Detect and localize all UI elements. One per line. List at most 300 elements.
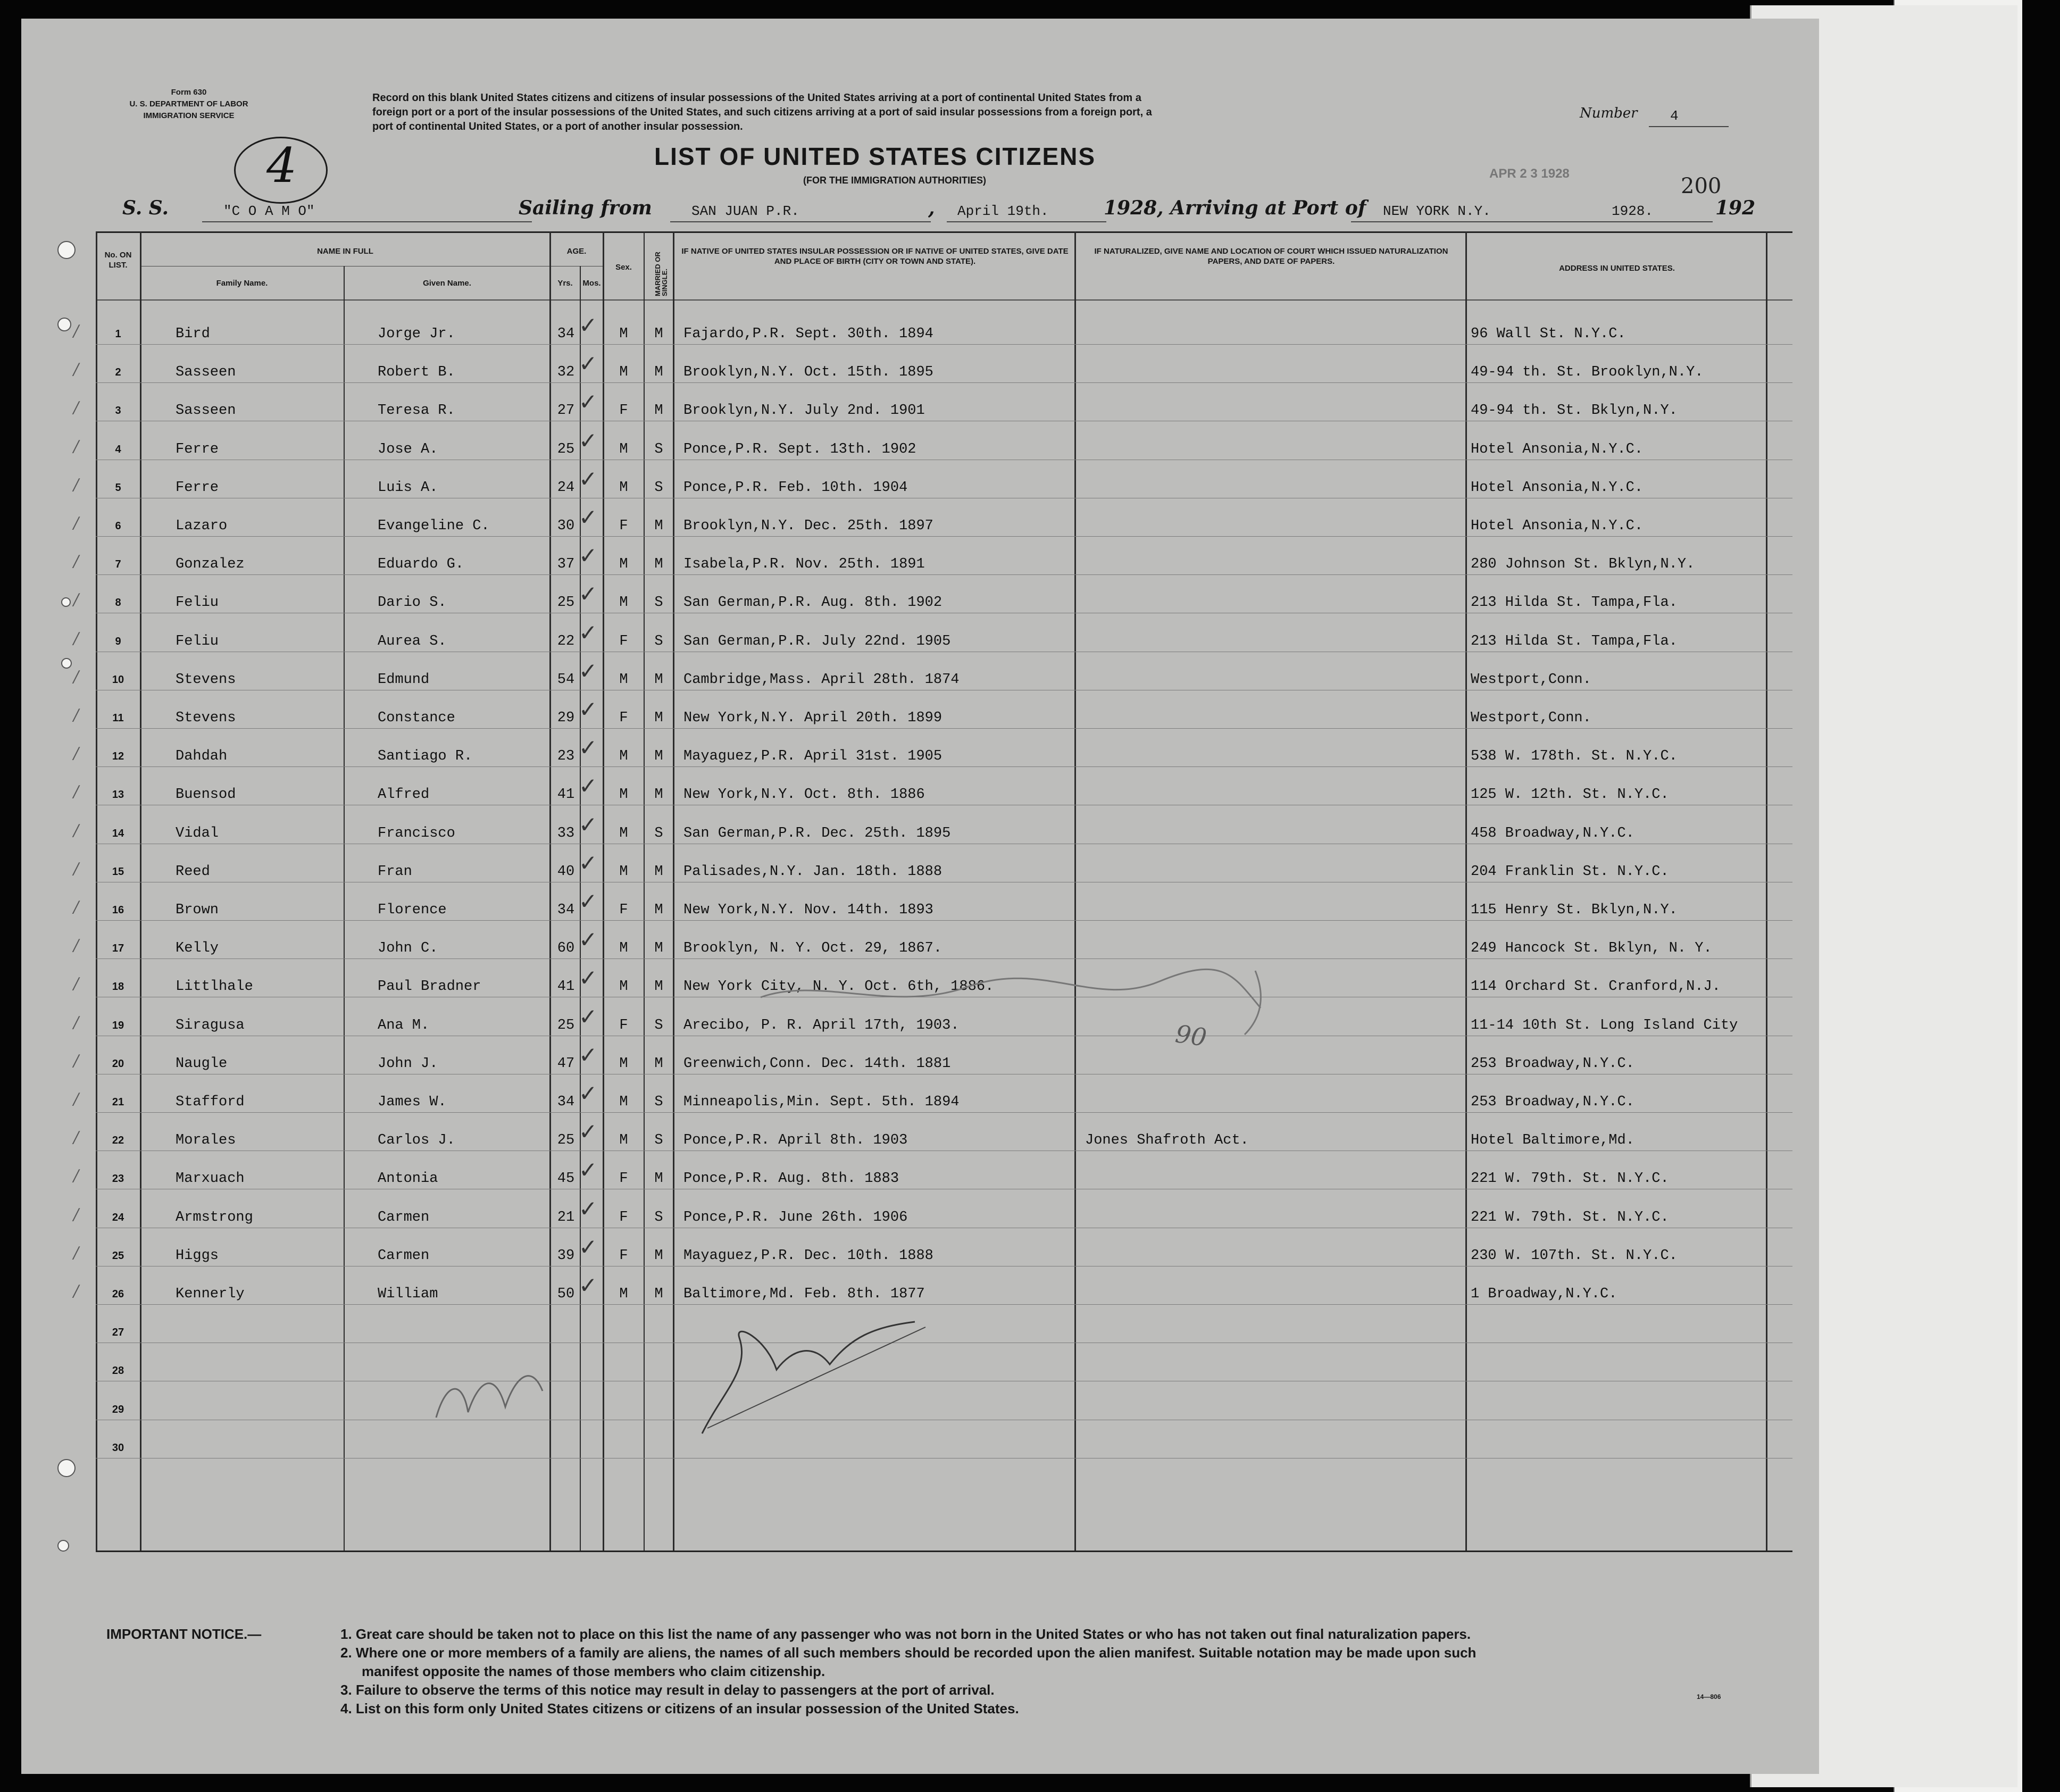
binder-hole — [61, 658, 72, 669]
us-address: 458 Broadway,N.Y.C. — [1471, 825, 1634, 841]
family-name: Morales — [176, 1132, 236, 1149]
age-years: 25 — [557, 595, 575, 611]
margin-tick-icon: / — [73, 1166, 79, 1186]
check-mark-icon: ✓ — [579, 888, 598, 914]
check-mark-icon: ✓ — [579, 849, 598, 876]
age-years: 21 — [557, 1209, 575, 1226]
us-address: 230 W. 107th. St. N.Y.C. — [1471, 1247, 1678, 1264]
check-mark-icon: ✓ — [579, 1041, 598, 1068]
us-address: Hotel Ansonia,N.Y.C. — [1471, 518, 1644, 534]
binder-hole — [57, 318, 71, 331]
birth-info: Mayaguez,P.R. April 31st. 1905 — [683, 748, 943, 765]
handwritten-number: 90 — [1173, 1019, 1209, 1052]
header-age: AGE. — [566, 247, 587, 256]
margin-tick-icon: / — [73, 360, 79, 379]
preamble-line: port of continental United States, or a port of another insular possession. — [372, 121, 743, 132]
marital-status: S — [654, 1017, 663, 1033]
sex: M — [619, 441, 628, 457]
row-number: 2 — [115, 366, 121, 379]
header-address: ADDRESS IN UNITED STATES. — [1559, 264, 1675, 273]
marital-status: M — [654, 518, 663, 534]
age-years: 27 — [557, 403, 575, 419]
age-years: 34 — [557, 902, 575, 918]
check-mark-icon: ✓ — [579, 657, 598, 684]
marital-status: M — [654, 1055, 663, 1072]
birth-info: New York,N.Y. Nov. 14th. 1893 — [683, 902, 933, 918]
check-mark-icon: ✓ — [579, 965, 598, 991]
birth-info: Arecibo, P. R. April 17th, 1903. — [683, 1017, 960, 1033]
us-address: 11-14 10th St. Long Island City — [1471, 1017, 1738, 1033]
header-family-name: Family Name. — [216, 279, 268, 288]
birth-info: Brooklyn,N.Y. Dec. 25th. 1897 — [683, 518, 933, 534]
margin-tick-icon: / — [73, 590, 79, 610]
row-number: 1 — [115, 328, 121, 340]
marital-status: M — [654, 863, 663, 880]
given-name: Constance — [378, 710, 455, 726]
header-naturalized: IF NATURALIZED, GIVE NAME AND LOCATION OF COURT WHICH ISSUED NATURALIZATION PAPERS, AND DATE OF PAPERS. — [1094, 247, 1448, 266]
print-code: 14—806 — [1697, 1693, 1721, 1701]
marital-status: M — [654, 940, 663, 957]
col-rule — [1465, 231, 1467, 1551]
family-name: Vidal — [176, 825, 219, 841]
given-name: Jose A. — [378, 441, 438, 457]
us-address: 249 Hancock St. Bklyn, N. Y. — [1471, 940, 1712, 957]
sailing-from-label: Sailing from — [519, 197, 652, 219]
row-number: 15 — [112, 865, 124, 878]
check-mark-icon: ✓ — [579, 811, 598, 838]
row-number: 12 — [112, 751, 124, 763]
us-address: Westport,Conn. — [1471, 671, 1591, 688]
family-name: Armstrong — [176, 1209, 253, 1226]
row-number: 4 — [115, 443, 121, 455]
sex: F — [619, 1171, 628, 1187]
birth-info: Ponce,P.R. April 8th. 1903 — [683, 1132, 908, 1149]
row-rule — [96, 728, 1792, 729]
given-name: Florence — [378, 902, 447, 918]
age-years: 24 — [557, 479, 575, 496]
row-number: 16 — [112, 904, 124, 916]
form-number: Form 630 — [171, 88, 207, 97]
check-mark-icon: ✓ — [579, 1119, 598, 1145]
header-married-single: MARRIED OR SINGLE. — [654, 252, 669, 296]
row-rule — [96, 536, 1792, 537]
us-address: 213 Hilda St. Tampa,Fla. — [1471, 633, 1678, 649]
circled-number: 4 — [234, 137, 328, 204]
age-years: 54 — [557, 671, 575, 688]
family-name: Naugle — [176, 1055, 228, 1072]
date-stamp: APR 2 3 1928 — [1489, 166, 1570, 181]
birth-info: Brooklyn,N.Y. Oct. 15th. 1895 — [683, 364, 933, 381]
sex: M — [619, 1094, 628, 1110]
family-name: Feliu — [176, 595, 219, 611]
sex: F — [619, 710, 628, 726]
age-years: 25 — [557, 1132, 575, 1149]
sex: M — [619, 825, 628, 841]
family-name: Stevens — [176, 671, 236, 688]
age-years: 45 — [557, 1171, 575, 1187]
row-rule — [96, 958, 1792, 959]
given-name: Paul Bradner — [378, 979, 481, 995]
marital-status: M — [654, 326, 663, 342]
given-name: Teresa R. — [378, 403, 455, 419]
marital-status: M — [654, 979, 663, 995]
us-address: 125 W. 12th. St. N.Y.C. — [1471, 787, 1669, 803]
col-rule — [644, 231, 645, 1551]
us-address: Hotel Ansonia,N.Y.C. — [1471, 441, 1644, 457]
check-mark-icon: ✓ — [579, 351, 598, 377]
check-mark-icon: ✓ — [579, 927, 598, 953]
sailing-from: SAN JUAN P.R. — [691, 203, 799, 219]
row-number: 20 — [112, 1057, 124, 1070]
row-number: 24 — [112, 1211, 124, 1223]
preamble-line: Record on this blank United States citizens and citizens of insular possessions of the United States arriving at a port of continental United States from a — [372, 92, 1141, 104]
given-name: Evangeline C. — [378, 518, 490, 534]
us-address: Hotel Ansonia,N.Y.C. — [1471, 479, 1644, 496]
family-name: Marxuach — [176, 1171, 245, 1187]
row-number: 13 — [112, 789, 124, 801]
us-address: 253 Broadway,N.Y.C. — [1471, 1055, 1634, 1072]
col-rule — [96, 231, 97, 1551]
family-name: Kelly — [176, 940, 219, 957]
arriving-label: , Arriving at Port of — [1157, 197, 1366, 219]
given-name: Aurea S. — [378, 633, 447, 649]
birth-info: Palisades,N.Y. Jan. 18th. 1888 — [683, 863, 943, 880]
age-years: 30 — [557, 518, 575, 534]
notice-item-4: 4. List on this form only United States citizens or citizens of an insular possession of the United States. — [340, 1701, 1019, 1716]
sex: M — [619, 979, 628, 995]
page-subtitle: (FOR THE IMMIGRATION AUTHORITIES) — [803, 175, 986, 186]
check-mark-icon: ✓ — [579, 735, 598, 761]
notice-item-1: 1. Great care should be taken not to place on this list the name of any passenger who was not born in the United States or who has not taken out final naturalization papers. — [340, 1626, 1471, 1642]
check-mark-icon: ✓ — [579, 504, 598, 530]
row-number: 11 — [112, 712, 124, 724]
birth-info: Greenwich,Conn. Dec. 14th. 1881 — [683, 1055, 951, 1072]
col-rule — [673, 231, 674, 1551]
page-title: LIST OF UNITED STATES CITIZENS — [654, 143, 1096, 170]
arrival-year: 1928. — [1612, 203, 1654, 219]
check-mark-icon: ✓ — [579, 619, 598, 646]
birth-info: New York,N.Y. April 20th. 1899 — [683, 710, 943, 726]
margin-tick-icon: / — [73, 974, 79, 994]
form-service: IMMIGRATION SERVICE — [143, 111, 235, 120]
margin-tick-icon: / — [73, 1205, 79, 1224]
check-mark-icon: ✓ — [579, 465, 598, 492]
family-name: Lazaro — [176, 518, 228, 534]
margin-tick-icon: / — [73, 667, 79, 686]
row-number: 9 — [115, 635, 121, 647]
family-name: Ferre — [176, 479, 219, 496]
notice-item-2-cont: manifest opposite the names of those members who claim citizenship. — [362, 1663, 825, 1679]
col-rule — [344, 266, 345, 1551]
margin-tick-icon: / — [73, 821, 79, 840]
table-bottom-border — [96, 1551, 1792, 1552]
header-name-in-full: NAME IN FULL — [317, 247, 373, 256]
given-name: Carmen — [378, 1209, 430, 1226]
row-number: 8 — [115, 597, 121, 609]
sailing-year: 1928 — [1104, 197, 1157, 219]
sex: F — [619, 1247, 628, 1264]
given-name: Alfred — [378, 787, 430, 803]
page-number: 200 — [1681, 174, 1722, 198]
given-name: Francisco — [378, 825, 455, 841]
row-number: 21 — [112, 1096, 124, 1108]
marital-status: M — [654, 671, 663, 688]
age-years: 32 — [557, 364, 575, 381]
birth-info: Brooklyn, N. Y. Oct. 29, 1867. — [683, 940, 943, 957]
sex: M — [619, 748, 628, 765]
check-mark-icon: ✓ — [579, 389, 598, 415]
marital-status: M — [654, 1171, 663, 1187]
year-suffix: 192 — [1715, 197, 1756, 219]
binder-hole — [57, 241, 76, 259]
birth-info: Baltimore,Md. Feb. 8th. 1877 — [683, 1286, 925, 1302]
check-mark-icon: ✓ — [579, 1272, 598, 1298]
row-number: 19 — [112, 1019, 124, 1031]
family-name: Sasseen — [176, 403, 236, 419]
number-value: 4 — [1670, 108, 1679, 124]
margin-tick-icon: / — [73, 514, 79, 532]
us-address: 49-94 th. St. Bklyn,N.Y. — [1471, 403, 1678, 419]
marital-status: S — [654, 1094, 663, 1110]
check-mark-icon: ✓ — [579, 312, 598, 338]
age-years: 23 — [557, 748, 575, 765]
birth-info: Ponce,P.R. Feb. 10th. 1904 — [683, 479, 908, 496]
sex: M — [619, 940, 628, 957]
table-top-border — [96, 231, 1792, 233]
birth-info: San German,P.R. Dec. 25th. 1895 — [683, 825, 951, 841]
sex: F — [619, 518, 628, 534]
ss-label: S. S. — [122, 197, 169, 219]
given-name: William — [378, 1286, 438, 1302]
margin-tick-icon: / — [73, 1051, 79, 1070]
margin-tick-icon: / — [73, 1090, 79, 1108]
margin-tick-icon: / — [73, 744, 79, 763]
family-name: Stafford — [176, 1094, 245, 1110]
us-address: 213 Hilda St. Tampa,Fla. — [1471, 595, 1678, 611]
age-years: 29 — [557, 710, 575, 726]
family-name: Siragusa — [176, 1017, 245, 1033]
margin-tick-icon: / — [73, 629, 79, 648]
family-name: Brown — [176, 902, 219, 918]
marital-status: M — [654, 710, 663, 726]
margin-tick-icon: / — [73, 782, 79, 802]
age-years: 22 — [557, 633, 575, 649]
family-name: Littlhale — [176, 979, 253, 995]
check-mark-icon: ✓ — [579, 1195, 598, 1222]
naturalization-info: Jones Shafroth Act. — [1085, 1132, 1249, 1149]
header-no: No. ON LIST. — [104, 251, 132, 270]
margin-tick-icon: / — [73, 898, 79, 916]
margin-tick-icon: / — [73, 552, 79, 571]
age-years: 40 — [557, 863, 575, 880]
binder-hole — [61, 597, 71, 607]
age-years: 39 — [557, 1247, 575, 1264]
ship-name: "C O A M O" — [223, 203, 315, 219]
row-rule — [96, 382, 1792, 383]
row-number: 23 — [112, 1173, 124, 1185]
sex: M — [619, 556, 628, 573]
handwritten-signature — [691, 1306, 936, 1444]
handwritten-annotation-scribble — [755, 965, 1266, 1040]
margin-tick-icon: / — [73, 706, 79, 724]
arrival-port: NEW YORK N.Y. — [1383, 203, 1491, 219]
birth-info: Mayaguez,P.R. Dec. 10th. 1888 — [683, 1247, 933, 1264]
marital-status: S — [654, 441, 663, 457]
sex: M — [619, 1055, 628, 1072]
birth-info: New York,N.Y. Oct. 8th. 1886 — [683, 787, 925, 803]
family-name: Stevens — [176, 710, 236, 726]
row-number: 14 — [112, 827, 124, 839]
row-number: 28 — [112, 1365, 124, 1377]
age-years: 34 — [557, 326, 575, 342]
age-years: 60 — [557, 940, 575, 957]
given-name: James W. — [378, 1094, 447, 1110]
family-name: Ferre — [176, 441, 219, 457]
marital-status: M — [654, 1247, 663, 1264]
margin-tick-icon: / — [73, 936, 79, 955]
marital-status: M — [654, 556, 663, 573]
us-address: 114 Orchard St. Cranford,N.J. — [1471, 979, 1721, 995]
family-name: Sasseen — [176, 364, 236, 381]
check-mark-icon: ✓ — [579, 543, 598, 569]
marital-status: S — [654, 1132, 663, 1149]
header-given-name: Given Name. — [423, 279, 471, 288]
family-name: Bird — [176, 326, 210, 342]
margin-tick-icon: / — [73, 398, 79, 418]
sailing-date: April 19th. — [957, 203, 1049, 219]
sex: M — [619, 1286, 628, 1302]
age-years: 50 — [557, 1286, 575, 1302]
family-name: Dahdah — [176, 748, 228, 765]
birth-info: Ponce,P.R. June 26th. 1906 — [683, 1209, 908, 1226]
marital-status: M — [654, 403, 663, 419]
row-number: 6 — [115, 520, 121, 532]
birth-info: Cambridge,Mass. April 28th. 1874 — [683, 671, 960, 688]
header-sex: Sex. — [615, 263, 632, 272]
margin-tick-icon: / — [73, 1013, 79, 1032]
us-address: 96 Wall St. N.Y.C. — [1471, 326, 1626, 342]
handwritten-initials — [426, 1348, 553, 1433]
sex: M — [619, 787, 628, 803]
us-address: 221 W. 79th. St. N.Y.C. — [1471, 1171, 1669, 1187]
col-rule — [1766, 231, 1767, 1551]
check-mark-icon: ✓ — [579, 773, 598, 799]
sex: F — [619, 1209, 628, 1226]
us-address: 221 W. 79th. St. N.Y.C. — [1471, 1209, 1669, 1226]
binder-hole — [57, 1459, 76, 1477]
col-rule — [603, 231, 604, 1551]
sex: F — [619, 633, 628, 649]
us-address: Hotel Baltimore,Md. — [1471, 1132, 1634, 1149]
marital-status: S — [654, 633, 663, 649]
birth-info: Isabela,P.R. Nov. 25th. 1891 — [683, 556, 925, 573]
header-mos: Mos. — [582, 279, 601, 288]
sex: F — [619, 1017, 628, 1033]
margin-tick-icon: / — [73, 475, 79, 494]
age-years: 33 — [557, 825, 575, 841]
check-mark-icon: ✓ — [579, 1157, 598, 1183]
age-years: 41 — [557, 979, 575, 995]
birth-info: Ponce,P.R. Sept. 13th. 1902 — [683, 441, 916, 457]
us-address: 115 Henry St. Bklyn,N.Y. — [1471, 902, 1678, 918]
col-rule — [140, 231, 141, 1551]
marital-status: M — [654, 748, 663, 765]
row-rule — [96, 344, 1792, 345]
sex: F — [619, 902, 628, 918]
given-name: Santiago R. — [378, 748, 473, 765]
marital-status: S — [654, 595, 663, 611]
check-mark-icon: ✓ — [579, 427, 598, 454]
marital-status: S — [654, 479, 663, 496]
marital-status: M — [654, 364, 663, 381]
given-name: Fran — [378, 863, 412, 880]
marital-status: M — [654, 902, 663, 918]
row-number: 30 — [112, 1441, 124, 1454]
given-name: Luis A. — [378, 479, 438, 496]
given-name: Carmen — [378, 1247, 430, 1264]
given-name: Carlos J. — [378, 1132, 455, 1149]
sex: M — [619, 595, 628, 611]
family-name: Feliu — [176, 633, 219, 649]
given-name: Robert B. — [378, 364, 455, 381]
sex: M — [619, 364, 628, 381]
age-years: 25 — [557, 441, 575, 457]
marital-status: S — [654, 825, 663, 841]
sex: M — [619, 479, 628, 496]
marital-status: S — [654, 1209, 663, 1226]
family-name: Kennerly — [176, 1286, 245, 1302]
notice-item-2: 2. Where one or more members of a family are aliens, the names of all such members should be recorded upon the alien manifest. Suitable notation may be made upon such — [340, 1645, 1477, 1661]
birth-info: Minneapolis,Min. Sept. 5th. 1894 — [683, 1094, 960, 1110]
passenger-table — [21, 19, 1819, 1774]
margin-tick-icon: / — [73, 322, 79, 340]
binder-hole — [57, 1540, 69, 1552]
row-number: 3 — [115, 405, 121, 417]
number-label: Number — [1580, 105, 1638, 121]
age-years: 41 — [557, 787, 575, 803]
birth-info: San German,P.R. July 22nd. 1905 — [683, 633, 951, 649]
family-name: Reed — [176, 863, 210, 880]
age-years: 37 — [557, 556, 575, 573]
given-name: John J. — [378, 1055, 438, 1072]
given-name: Edmund — [378, 671, 430, 688]
given-name: John C. — [378, 940, 438, 957]
margin-tick-icon: / — [73, 1282, 79, 1301]
sex: M — [619, 863, 628, 880]
family-name: Higgs — [176, 1247, 219, 1264]
us-address: 280 Johnson St. Bklyn,N.Y. — [1471, 556, 1695, 573]
given-name: Eduardo G. — [378, 556, 464, 573]
us-address: 204 Franklin St. N.Y.C. — [1471, 863, 1669, 880]
row-number: 17 — [112, 943, 124, 955]
notice-item-3: 3. Failure to observe the terms of this notice may result in delay to passengers at the port of arrival. — [340, 1682, 995, 1698]
row-number: 5 — [115, 481, 121, 494]
sex: M — [619, 1132, 628, 1149]
given-name: Jorge Jr. — [378, 326, 455, 342]
row-rule — [96, 766, 1792, 767]
header-yrs: Yrs. — [557, 279, 573, 288]
family-name: Gonzalez — [176, 556, 245, 573]
birth-info: Ponce,P.R. Aug. 8th. 1883 — [683, 1171, 899, 1187]
row-number: 26 — [112, 1288, 124, 1300]
check-mark-icon: ✓ — [579, 1003, 598, 1030]
birth-info: New York City, N. Y. Oct. 6th, 1886. — [683, 979, 994, 995]
given-name: Dario S. — [378, 595, 447, 611]
header-birth: IF NATIVE OF UNITED STATES INSULAR POSSESSION OR IF NATIVE OF UNITED STATES, GIVE DATE AND PLACE OF BIRTH (CITY OR TOWN AND STATE). — [681, 247, 1069, 266]
col-rule — [1074, 231, 1076, 1551]
birth-info: Brooklyn,N.Y. July 2nd. 1901 — [683, 403, 925, 419]
form-department: U. S. DEPARTMENT OF LABOR — [129, 99, 248, 109]
